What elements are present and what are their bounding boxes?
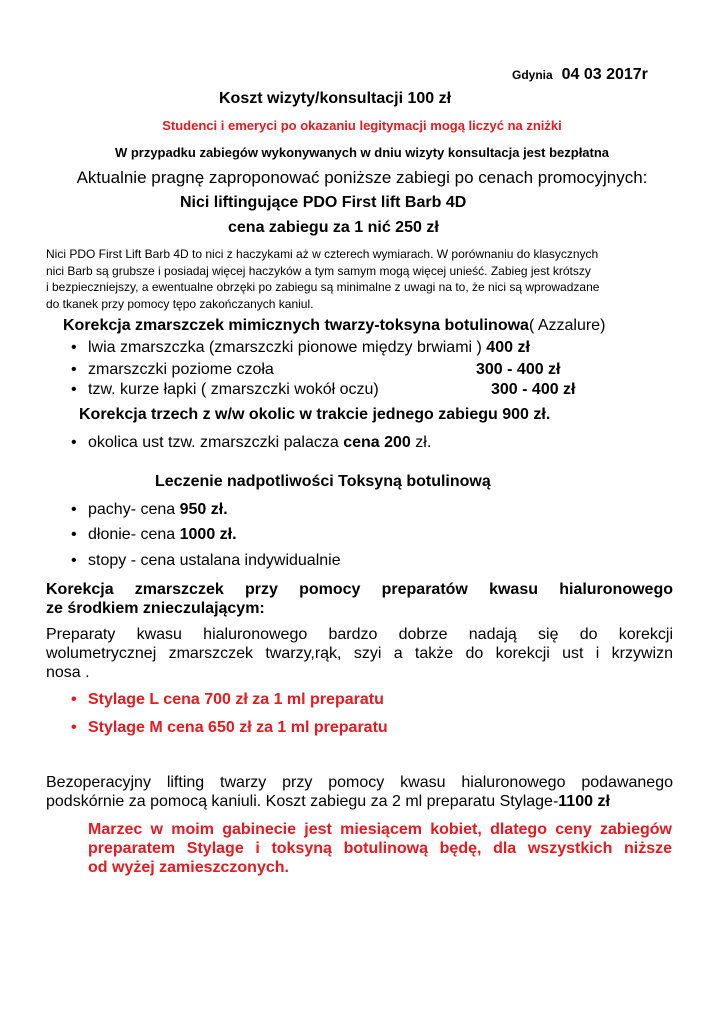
hyaluronic-description — [46, 625, 673, 682]
hyaluronic-heading-line-1: Korekcja zmarszczek przy pomocy preparatów kwasu hialuronowego — [46, 581, 673, 598]
bullet-icon: • — [71, 691, 77, 708]
bullet-icon: • — [71, 434, 77, 451]
threads-heading: Nici liftingujące PDO First lift Barb 4D — [180, 194, 467, 211]
lifting-line-2: podskórnie za pomocą kaniuli. Koszt zabiegu za 2 ml preparatu Stylage- — [46, 793, 559, 810]
threads-desc-line-4: do tkanek przy pomocy tępo zakończanych kaniul. — [46, 296, 314, 311]
bullet-icon: • — [71, 381, 77, 398]
lifting-description — [46, 773, 673, 811]
lifting-line-1: Bezoperacyjny lifting twarzy przy pomocy kwasu hialuronowego podawanego — [46, 774, 673, 791]
botox-item-price: 300 - 400 zł — [491, 381, 576, 398]
hyaluronic-desc-line-1: Preparaty kwasu hialuronowego bardzo dobrze nadają się do korekcji — [46, 626, 673, 643]
hyaluronic-heading — [46, 580, 673, 618]
lips-suffix: zł. — [410, 434, 432, 451]
hyper-item-price: 1000 zł. — [179, 526, 237, 543]
bullet-icon: • — [71, 719, 77, 736]
promo-line-2: preparatem Stylage i toksyną botulinową będę, dla wszystkich niższe — [88, 840, 672, 857]
place: Gdynia — [512, 68, 553, 82]
hyper-item-text: dłonie- cena — [88, 526, 180, 543]
botox-item-text: tzw. kurze łapki ( zmarszczki wokół oczu) — [88, 381, 379, 398]
hyaluronic-desc-line-2: wolumetrycznej zmarszczek twarzy,rąk, szyi a także do korekcji ust i krzywizn — [46, 645, 673, 662]
botox-item-price: 300 - 400 zł — [476, 361, 561, 378]
botox-heading-bold: Korekcja zmarszczek mimicznych twarzy-toksyna botulinowa — [63, 317, 529, 334]
stylage-item: Stylage L cena 700 zł za 1 ml preparatu — [88, 691, 384, 708]
botox-heading — [63, 317, 605, 335]
botox-heading-brand: ( Azzalure) — [528, 317, 606, 334]
hyaluronic-heading-line-2: ze środkiem znieczulającym: — [46, 600, 265, 617]
consult-note: W przypadku zabiegów wykonywanych w dniu wizyty konsultacja jest bezpłatna — [114, 145, 610, 160]
botox-item-price: 400 zł — [486, 339, 530, 356]
hyper-item-text: pachy- cena — [88, 501, 180, 518]
stylage-item: Stylage M cena 650 zł za 1 ml preparatu — [88, 719, 388, 736]
bullet-icon: • — [71, 501, 77, 518]
bullet-icon: • — [71, 361, 77, 378]
promo-line-1: Marzec w moim gabinecie jest miesiącem kobiet, dlatego ceny zabiegów — [88, 821, 672, 838]
page-title: Koszt wizyty/konsultacji 100 zł — [219, 90, 452, 107]
threads-price: cena zabiegu za 1 nić 250 zł — [228, 219, 439, 236]
header-date-line — [512, 66, 648, 84]
threads-desc-line-2: nici Barb są grubsze i posiadaj więcej haczyków a tym samym mogą więcej unieść. Zabieg jest krótszy — [46, 263, 591, 278]
lips-text: okolica ust tzw. zmarszczki palacza — [88, 434, 344, 451]
promo-block — [88, 820, 672, 877]
botox-item-text: zmarszczki poziome czoła — [88, 361, 274, 378]
threads-desc-line-3: i bezpieczniejszy, a ewentualne obrzęki po zabiegu są minimalne z uwagi na to, że nici są wprowadzane — [46, 280, 600, 294]
hyper-item-price: 950 zł. — [179, 501, 228, 518]
hyper-item-text: stopy - cena ustalana indywidualnie — [88, 552, 341, 569]
botox-item-text: lwia zmarszczka (zmarszczki pionowe między brwiami ) — [88, 339, 487, 356]
lifting-price: 1100 zł — [558, 793, 610, 810]
date: 04 03 2017r — [561, 66, 648, 83]
intro-text: Aktualnie pragnę zaproponować poniższe zabiegi po cenach promocyjnych: — [76, 168, 648, 187]
bullet-icon: • — [71, 552, 77, 569]
bullet-icon: • — [71, 339, 77, 356]
promo-line-3: od wyżej zamieszczonych. — [88, 859, 289, 876]
bullet-icon: • — [71, 526, 77, 543]
botox-combo: Korekcja trzech z w/w okolic w trakcie jednego zabiegu 900 zł. — [79, 406, 551, 423]
student-note: Studenci i emeryci po okazaniu legitymacji mogą liczyć na zniżki — [162, 118, 562, 133]
lifting-line-2-wrap — [46, 792, 673, 811]
hyaluronic-desc-line-3: nosa . — [46, 664, 90, 681]
hyperhidrosis-heading: Leczenie nadpotliwości Toksyną botulinową — [155, 473, 491, 490]
lips-price: cena 200 — [343, 434, 411, 451]
threads-desc-line-1: Nici PDO First Lift Barb 4D to nici z haczykami aż w czterech wymiarach. W porównaniu do klasycznych — [46, 247, 599, 261]
